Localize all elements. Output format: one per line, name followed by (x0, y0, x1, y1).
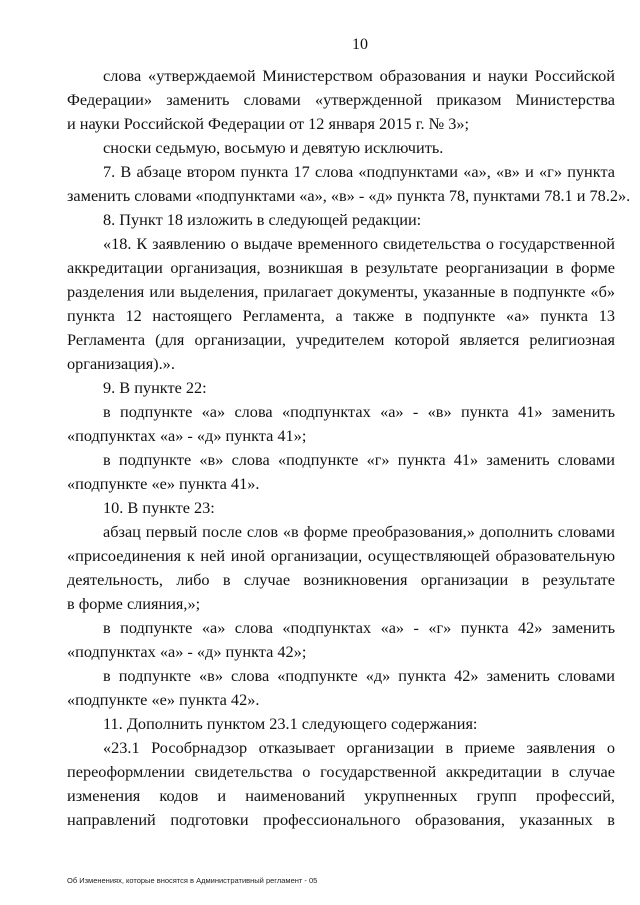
text-line: направлений подготовки профессионального образования, указанных в (67, 810, 615, 829)
text-line: 8. Пункт 18 изложить в следующей редакции: (103, 210, 422, 229)
text-line: в подпункте «а» слова «подпунктах «а» - «в» пункта 41» заменить (103, 402, 615, 421)
document-body (67, 64, 631, 832)
text-line: изменения кодов и наименований укрупненных групп профессий, (67, 786, 615, 805)
text-line: сноски седьмую, восьмую и девятую исключить. (103, 138, 444, 157)
text-line: пункта 12 настоящего Регламента, а также в подпункте «а» пункта 13 (67, 306, 615, 325)
text-line: Регламента (для организации, учредителем которой является религиозная (67, 330, 615, 349)
text-line: 10. В пункте 23: (103, 498, 215, 517)
text-line: «подпункте «е» пункта 42». (67, 690, 260, 709)
text-line: слова «утверждаемой Министерством образования и науки Российской (103, 66, 615, 85)
text-line: в форме слияния,»; (67, 594, 201, 613)
text-line: 7. В абзаце втором пункта 17 слова «подпунктами «а», «в» и «г» пункта (103, 162, 615, 181)
text-line: заменить словами «подпунктами «а», «в» - «д» пункта 78, пунктами 78.1 и 78.2». (67, 186, 631, 205)
text-line: 9. В пункте 22: (103, 378, 207, 397)
text-line: «23.1 Рособрнадзор отказывает организации в приеме заявления о (103, 738, 615, 757)
page-footer: Об Изменениях, которые вносятся в Административный регламент - 05 (67, 876, 318, 885)
text-line: абзац первый после слов «в форме преобразования,» дополнить словами (103, 522, 615, 541)
page-number: 10 (352, 36, 368, 53)
text-line: Федерации» заменить словами «утвержденной приказом Министерства (67, 90, 615, 109)
text-line: в подпункте «а» слова «подпунктах «а» - «г» пункта 42» заменить (103, 618, 615, 637)
text-line: «подпунктах «а» - «д» пункта 42»; (67, 642, 307, 661)
text-line: аккредитации организация, возникшая в результате реорганизации в форме (67, 258, 615, 277)
text-line: разделения или выделения, прилагает документы, указанные в подпункте «б» (67, 282, 615, 301)
text-line: «присоединения к ней иной организации, осуществляющей образовательную (67, 546, 615, 565)
text-line: деятельность, либо в случае возникновения организации в результате (67, 570, 615, 589)
text-line: организация).». (67, 354, 175, 373)
text-line: 11. Дополнить пунктом 23.1 следующего содержания: (103, 714, 478, 733)
text-line: переоформлении свидетельства о государственной аккредитации в случае (67, 762, 615, 781)
text-line: «подпунктах «а» - «д» пункта 41»; (67, 426, 307, 445)
text-line: «18. К заявлению о выдаче временного свидетельства о государственной (103, 234, 615, 253)
text-line: и науки Российской Федерации от 12 января 2015 г. № 3»; (67, 114, 470, 133)
text-line: «подпункте «е» пункта 41». (67, 474, 260, 493)
text-line: в подпункте «в» слова «подпункте «г» пункта 41» заменить словами (103, 450, 615, 469)
text-line: в подпункте «в» слова «подпункте «д» пункта 42» заменить словами (103, 666, 615, 685)
